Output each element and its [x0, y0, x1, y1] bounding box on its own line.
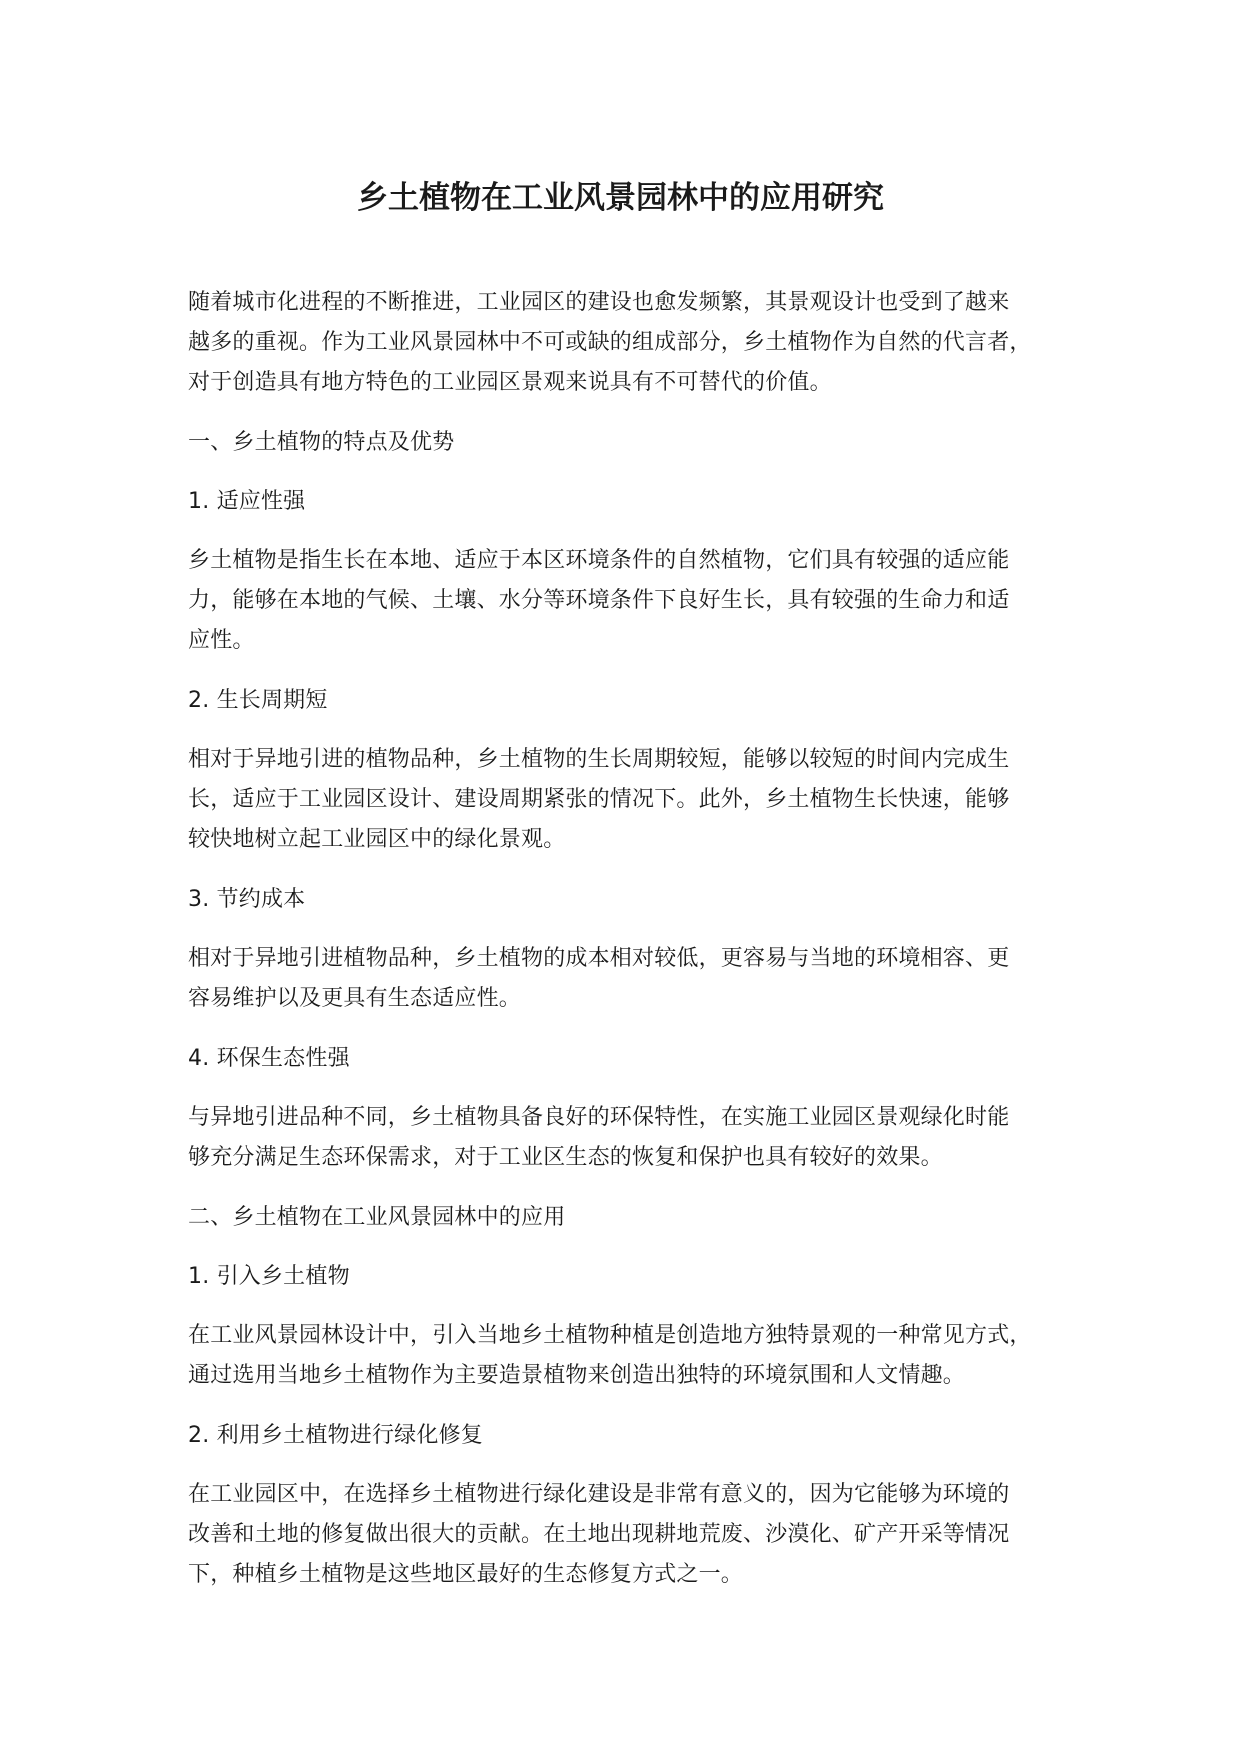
text-line: 通过选用当地乡土植物作为主要造景植物来创造出独特的环境氛围和人文情趣。 — [188, 1363, 966, 1388]
text-line: 1. 引入乡土植物 — [188, 1264, 350, 1289]
body-paragraph — [188, 283, 1068, 403]
text-line: 乡土植物是指生长在本地、适应于本区环境条件的自然植物，它们具有较强的适应能 — [188, 548, 1010, 573]
text-line: 较快地树立起工业园区中的绿化景观。 — [188, 827, 566, 852]
body-paragraph — [188, 1098, 1068, 1178]
text-line: 应性。 — [188, 628, 255, 653]
text-line: 1. 适应性强 — [188, 489, 306, 514]
text-line: 与异地引进品种不同，乡土植物具备良好的环保特性，在实施工业园区景观绿化时能 — [188, 1105, 1010, 1130]
text-line: 在工业风景园林设计中，引入当地乡土植物种植是创造地方独特景观的一种常见方式， — [188, 1323, 1032, 1348]
section-heading — [188, 1039, 1068, 1079]
section-heading — [188, 681, 1068, 721]
text-line: 相对于异地引进植物品种，乡土植物的成本相对较低，更容易与当地的环境相容、更 — [188, 946, 1010, 971]
text-line: 随着城市化进程的不断推进，工业园区的建设也愈发频繁，其景观设计也受到了越来 — [188, 290, 1010, 315]
section-heading — [188, 1416, 1068, 1456]
text-line: 对于创造具有地方特色的工业园区景观来说具有不可替代的价值。 — [188, 370, 832, 395]
body-paragraph — [188, 939, 1068, 1019]
text-line: 3. 节约成本 — [188, 887, 306, 912]
text-line: 相对于异地引进的植物品种，乡土植物的生长周期较短，能够以较短的时间内完成生 — [188, 747, 1010, 772]
text-line: 一、乡土植物的特点及优势 — [188, 430, 455, 455]
text-line: 力，能够在本地的气候、土壤、水分等环境条件下良好生长，具有较强的生命力和适 — [188, 588, 1010, 613]
section-heading — [188, 1198, 1068, 1238]
body-paragraph — [188, 541, 1068, 661]
text-line: 下，种植乡土植物是这些地区最好的生态修复方式之一。 — [188, 1562, 744, 1587]
text-line: 二、乡土植物在工业风景园林中的应用 — [188, 1205, 566, 1230]
document-title: 乡土植物在工业风景园林中的应用研究 — [357, 180, 884, 216]
text-line: 改善和土地的修复做出很大的贡献。在土地出现耕地荒废、沙漠化、矿产开采等情况 — [188, 1522, 1010, 1547]
text-line: 在工业园区中，在选择乡土植物进行绿化建设是非常有意义的，因为它能够为环境的 — [188, 1482, 1010, 1507]
document-body — [188, 283, 1068, 1615]
section-heading — [188, 482, 1068, 522]
text-line: 2. 利用乡土植物进行绿化修复 — [188, 1423, 483, 1448]
section-heading — [188, 1257, 1068, 1297]
text-line: 长，适应于工业园区设计、建设周期紧张的情况下。此外，乡土植物生长快速，能够 — [188, 787, 1010, 812]
text-line: 4. 环保生态性强 — [188, 1046, 350, 1071]
section-heading — [188, 423, 1068, 463]
text-line: 够充分满足生态环保需求，对于工业区生态的恢复和保护也具有较好的效果。 — [188, 1145, 943, 1170]
section-heading — [188, 880, 1068, 920]
text-line: 容易维护以及更具有生态适应性。 — [188, 986, 522, 1011]
text-line: 越多的重视。作为工业风景园林中不可或缺的组成部分，乡土植物作为自然的代言者， — [188, 330, 1032, 355]
text-line: 2. 生长周期短 — [188, 688, 328, 713]
body-paragraph — [188, 1316, 1068, 1396]
body-paragraph — [188, 740, 1068, 860]
body-paragraph — [188, 1475, 1068, 1595]
